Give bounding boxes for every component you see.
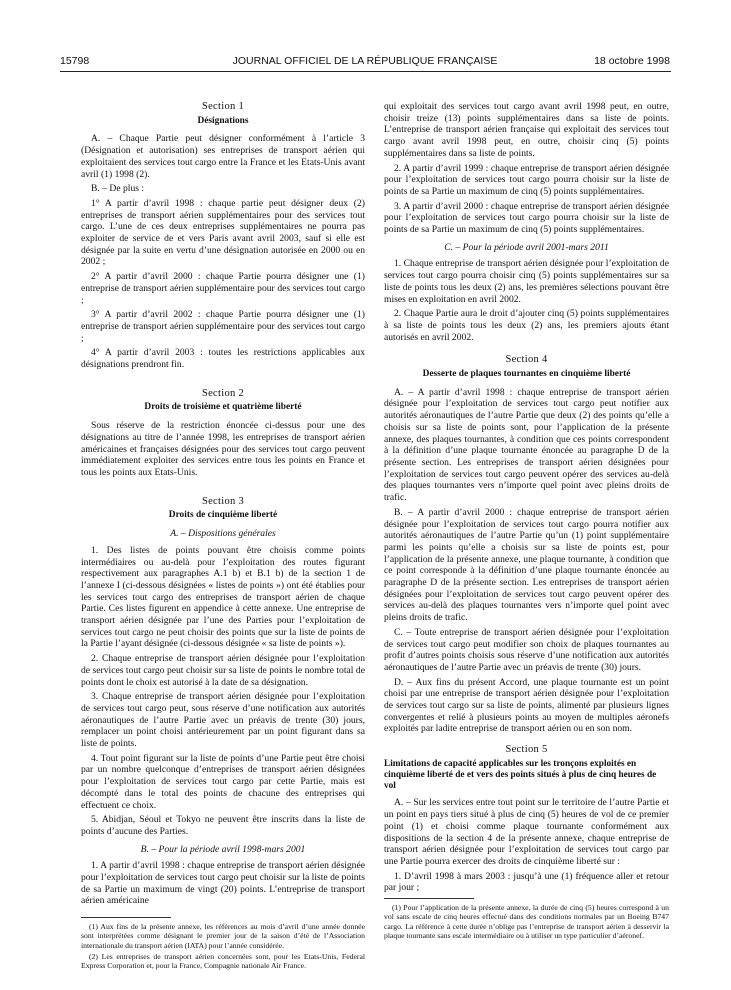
- page-number: 15798: [60, 55, 90, 67]
- footnote-rule: [81, 917, 171, 918]
- left-column: [81, 101, 365, 972]
- paragraph: A. – Chaque Partie peut désigner conformément à l’article 3 (Désignation et autorisation) ses entreprises de transport aérien qui exploitaient des services tout cargo entre la France et les Etats-Unis avant avril (1) 1998 (2).: [81, 133, 365, 180]
- paragraph: 3° A partir d’avril 2002 : chaque Partie pourra désigner une (1) entreprise de transport aérien supplémentaire pour des services tout cargo ;: [81, 309, 365, 344]
- running-header: [60, 55, 670, 69]
- subheading: B. – Pour la période avril 1998-mars 2001: [140, 843, 306, 855]
- paragraph: B. – A partir d’avril 2000 : chaque entreprise de transport aérien désignée pour l’exploitation de services tout cargo pourra notifier aux autorités aéronautiques de l’autre Partie qu’un (1) point supplémentaire parmi les points qu’elle a choisis sur sa liste de points est, pour l’application de la présente annexe, une plaque tournante, à condition que ce point corresponde à la définition d’une plaque tournante énoncée au paragraphe D de la présente section. Les entreprises de transport aérien désignées pour l’exploitation de services tout cargo peuvent opérer des services au-delà des plaques tournantes vers n’importe quel point avec pleins droits de trafic.: [384, 506, 669, 624]
- paragraph: 1. A partir d’avril 1998 : chaque entreprise de transport aérien désignée pour l’exploitation de services tout cargo peut choisir sur la liste de points de sa Partie un maximum de vingt (20) points. L’entreprise de transport aérien américaine: [81, 860, 365, 907]
- paragraph: 2° A partir d’avril 2000 : chaque Partie pourra désigner une (1) entreprise de transport aérien supplémentaire pour des services tout cargo ;: [81, 271, 365, 306]
- paragraph: A. – A partir d’avril 1998 : chaque entreprise de transport aérien désignée pour l’exploitation de services tout cargo peut notifier aux autorités aéronautiques de l’autre Partie que deux (2) des points qu’elle a choisis sur sa liste de points sont, pour l’application de la présente annexe, des plaques tournantes, à condition que ces points correspondent à la définition d’une plaque tournante énoncée au paragraphe D de la présente section. Les entreprises de transport aérien désignées pour l’exploitation de services tout cargo peuvent opérer des services au-delà des plaques tournantes vers n’importe quel point avec pleins droits de trafic.: [384, 386, 669, 504]
- journal-title: JOURNAL OFFICIEL DE LA RÉPUBLIQUE FRANÇAISE: [232, 55, 498, 67]
- paragraph: 1. Chaque entreprise de transport aérien désignée pour l’exploitation de services tout cargo pourra choisir cinq (5) points supplémentaires sur sa liste de points tous les deux (2) ans, les premières sélections pouvant être mises en exploitation en avril 2002.: [384, 258, 669, 305]
- issue-date: 18 octobre 1998: [594, 55, 670, 67]
- paragraph: 4. Tout point figurant sur la liste de points d’une Partie peut être choisi par un nombre quelconque d’entreprises de transport aérien désignées pour l’exploitation de services tout cargo par cette Partie, mais est décompté dans le total des points de chacune des entreprises qui effectuent ce choix.: [81, 752, 365, 811]
- paragraph: 1. D’avril 1998 à mars 2003 : jusqu’à une (1) fréquence aller et retour par jour ;: [384, 870, 669, 894]
- section-4-heading: Desserte de plaques tournantes en cinquième liberté: [422, 369, 631, 380]
- section-5-title: Section 5: [505, 744, 548, 756]
- paragraph: 5. Abidjan, Séoul et Tokyo ne peuvent être inscrits dans la liste de points d’aucune des Parties.: [81, 814, 365, 837]
- section-1-title: Section 1: [201, 101, 245, 112]
- paragraph: 2. A partir d’avril 1999 : chaque entreprise de transport aérien désignée pour l’exploitation de services tout cargo pourra choisir sur la liste de points de sa Partie un maximum de cinq (5) points supplémentaires.: [384, 162, 669, 197]
- footnote: (1) Pour l’application de la présente annexe, la durée de cinq (5) heures correspond à un vol sans escale de cinq heures effectué dans des conditions normales par un Boeing B747 cargo. La référence à cette durée n’oblige pas l’entreprise de transport aérien à desservir la plaque tournante sans escale intermédiaire ou à utiliser un type particulier d’aéronef.: [384, 903, 669, 940]
- paragraph: 3. A partir d’avril 2000 : chaque entreprise de transport aérien désignée pour l’exploitation de services tout cargo pourra choisir sur la liste de points de sa Partie un maximum de cinq (5) points supplémentaires.: [384, 200, 669, 236]
- paragraph: 3. Chaque entreprise de transport aérien désignée pour l’exploitation de services tout cargo peut, sous réserve d’une notification aux autorités aéronautiques de l’autre Partie avec un préavis de trente (30) jours, remplacer un point choisi antérieurement par un point figurant dans sa liste de points.: [81, 691, 365, 750]
- paragraph: 1° A partir d’avril 1998 : chaque partie peut désigner deux (2) entreprises de transport aérien supplémentaires pour des services tout cargo. L’une de ces deux entreprises supplémentaires ne pourra pas exploiter de service de et vers Paris avant avril 2003, sauf si elle est désignée par la suite en vertu d’une désignation autorisée en 2000 ou en 2002 ;: [81, 197, 365, 268]
- paragraph: B. – De plus :: [91, 183, 145, 195]
- section-1-heading: Désignations: [197, 115, 249, 126]
- paragraph: Sous réserve de la restriction énoncée ci-dessus pour une des désignations au titre de l’année 1998, les entreprises de transport aérien américaines et françaises désignées pour des services tout cargo peuvent immédiatement exploiter des services entre tous les points en France et tous les points aux Etats-Unis.: [81, 420, 365, 478]
- section-3-title: Section 3: [201, 495, 245, 507]
- right-column: [384, 101, 669, 942]
- footnote-rule: [384, 898, 474, 899]
- section-3-heading: Droits de cinquième liberté: [168, 510, 278, 521]
- section-2-heading: Droits de troisième et quatrième liberté: [144, 402, 302, 413]
- section-2-title: Section 2: [201, 387, 245, 399]
- footnote: (1) Aux fins de la présente annexe, les références au mois d’avril d’une année donnée sont interprétées comme désignant le premier jour de la saison d’été de l’Association internationale du transport aérien (IATA) pour l’année considérée.: [81, 922, 365, 950]
- paragraph: 2. Chaque Partie aura le droit d’ajouter cinq (5) points supplémentaires à sa liste de points tous les deux (2) ans, les premiers ajouts étant autorisés en avril 2002.: [384, 308, 669, 343]
- subheading: A. – Dispositions générales: [170, 528, 276, 540]
- paragraph: A. – Sur les services entre tout point sur le territoire de l’autre Partie et un point en pays tiers situé à plus de cinq (5) heures de vol de ce premier point (1) et choisi comme plaque tournante conformément aux dispositions de la section 4 de la présente annexe, chaque entreprise de transport aérien désignée pour l’exploitation de services tout cargo par une Partie pourra exercer des droits de cinquième liberté sur :: [384, 797, 669, 867]
- footnote: (2) Les entreprises de transport aérien concernées sont, pour les Etats-Unis, Federal Express Corporation et, pour la France, Compagnie nationale Air France.: [81, 951, 365, 970]
- paragraph: 4° A partir d’avril 2003 : toutes les restrictions applicables aux désignations prendront fin.: [81, 347, 365, 371]
- paragraph: D. – Aux fins du présent Accord, une plaque tournante est un point choisi par une entreprise de transport aérien désignée pour l’exploitation de services tout cargo sur sa liste de points, alimenté par plusieurs lignes convergentes et relié à plusieurs points au moyen de multiples aéronefs exploités par ladite entreprise de transport aérien ou en son nom.: [384, 676, 669, 735]
- paragraph: 1. Des listes de points pouvant être choisis comme points intermédiaires ou au-delà pour l’exploitation des routes figurant respectivement aux paragraphes A.1 b) et B.1 b) de la section 1 de l’annexe I (ci-dessous désignées « listes de points ») ont été établies pour les services tout cargo des entreprises de transport aérien de chaque Partie. Ces listes figurent en appendice à cette annexe. Une entreprise de transport aérien désignée par l’une des Parties pour l’exploitation de services tout cargo ne peut choisir des points que sur la liste de points de la Partie l’ayant désignée (ci-dessous désignée « sa liste de points »).: [81, 544, 365, 650]
- paragraph: C. – Toute entreprise de transport aérien désignée pour l’exploitation de services tout cargo peut modifier son choix de plaques tournantes au profit d’autres points choisis sous réserve d’une notification aux autorités aéronautiques de l’autre Partie avec un préavis de trente (30) jours.: [384, 626, 669, 673]
- paragraph: qui exploitait des services tout cargo avant avril 1998 peut, en outre, choisir treize (13) points supplémentaires dans sa liste de points. L’entreprise de transport aérien française qui exploitait des services tout cargo avant avril 1998 peut, en outre, choisir cinq (5) points supplémentaires dans sa liste de points.: [384, 101, 669, 159]
- subheading: C. – Pour la période avril 2001-mars 2011: [444, 241, 609, 253]
- paragraph: 2. Chaque entreprise de transport aérien désignée pour l’exploitation de services tout cargo peut choisir sur sa liste de points le nombre total de points dont le choix est autorisé à la date de sa désignation.: [81, 653, 365, 688]
- header-rule: [60, 71, 671, 72]
- section-5-heading: Limitations de capacité applicables sur les tronçons exploités en cinquième liberté de et vers des points situés à plus de cinq heures de vol: [384, 758, 657, 792]
- section-4-title: Section 4: [505, 354, 548, 366]
